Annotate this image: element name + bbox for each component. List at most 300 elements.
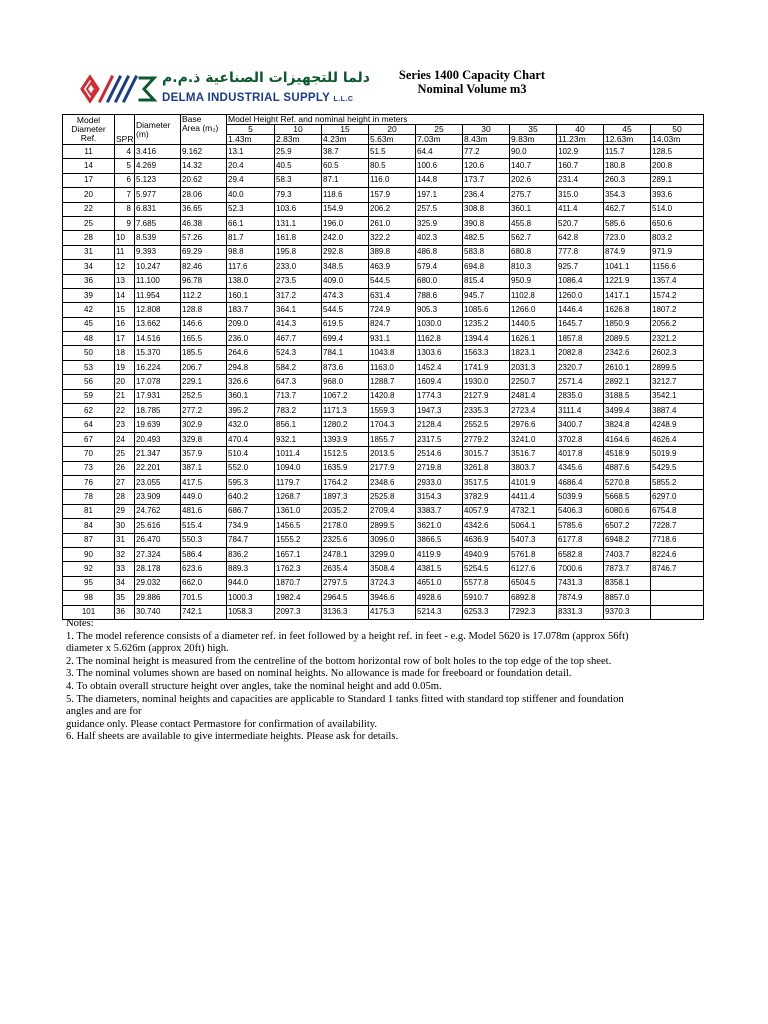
- cell-volume: 4636.9: [463, 533, 510, 547]
- cell-volume: 3782.9: [463, 490, 510, 504]
- header-diameter-line2: (m): [136, 128, 149, 139]
- cell-volume: 1645.7: [557, 317, 604, 331]
- cell-volume: 2320.7: [557, 360, 604, 374]
- cell-volume: 389.8: [369, 245, 416, 259]
- cell-volume: 102.9: [557, 145, 604, 159]
- cell-spr: 7: [115, 188, 135, 202]
- cell-volume: 514.0: [651, 202, 704, 216]
- table-row: [63, 432, 704, 446]
- cell-diameter: 23.055: [135, 475, 181, 489]
- company-english-name: [162, 92, 353, 104]
- cell-diameter: 8.539: [135, 231, 181, 245]
- cell-base-area: 206.7: [181, 360, 227, 374]
- note-line: diameter x 5.626m (approx 20ft) high.: [66, 643, 229, 655]
- cell-base-area: 96.78: [181, 274, 227, 288]
- cell-volume: 326.6: [227, 375, 275, 389]
- cell-diameter: 9.393: [135, 245, 181, 259]
- cell-volume: 2127.9: [463, 389, 510, 403]
- cell-diameter: 5.977: [135, 188, 181, 202]
- cell-volume: 2342.6: [604, 346, 651, 360]
- cell-diameter: 18.785: [135, 404, 181, 418]
- cell-diameter: 16.224: [135, 360, 181, 374]
- cell-volume: 1067.2: [322, 389, 369, 403]
- note-line: 4. To obtain overall structure height over angles, take the nominal height and add 0.05m.: [66, 680, 442, 692]
- cell-spr: 5: [115, 159, 135, 173]
- cell-model-ref: 101: [63, 605, 115, 619]
- table-row: [63, 202, 704, 216]
- cell-volume: 4017.8: [557, 447, 604, 461]
- cell-model-ref: 64: [63, 418, 115, 432]
- cell-volume: 2719.8: [416, 461, 463, 475]
- note-line: 3. The nominal volumes shown are based on nominal heights. No allowance is made for freeboard or foundation detail.: [66, 668, 572, 680]
- cell-volume: 2964.5: [322, 591, 369, 605]
- cell-volume: [651, 576, 704, 590]
- cell-volume: 462.7: [604, 202, 651, 216]
- cell-volume: 944.0: [227, 576, 275, 590]
- table-row: [63, 274, 704, 288]
- cell-volume: 6582.8: [557, 547, 604, 561]
- cell-base-area: 357.9: [181, 447, 227, 461]
- cell-volume: 131.1: [275, 216, 322, 230]
- cell-volume: 160.7: [557, 159, 604, 173]
- table-row: [63, 547, 704, 561]
- cell-volume: 810.3: [510, 260, 557, 274]
- cell-volume: 1657.1: [275, 547, 322, 561]
- table-row: [63, 461, 704, 475]
- cell-volume: 1626.1: [510, 332, 557, 346]
- cell-volume: 1982.4: [275, 591, 322, 605]
- cell-volume: 455.8: [510, 216, 557, 230]
- cell-base-area: 623.6: [181, 562, 227, 576]
- header-model-line3: Ref.: [80, 133, 97, 143]
- cell-volume: 2335.3: [463, 404, 510, 418]
- cell-spr: 25: [115, 447, 135, 461]
- cell-spr: 26: [115, 461, 135, 475]
- cell-diameter: 12.808: [135, 303, 181, 317]
- cell-model-ref: 87: [63, 533, 115, 547]
- cell-volume: 100.6: [416, 159, 463, 173]
- header-height-m: 2.83m: [275, 135, 322, 145]
- cell-base-area: 146.6: [181, 317, 227, 331]
- cell-model-ref: 67: [63, 432, 115, 446]
- cell-volume: 2325.6: [322, 533, 369, 547]
- cell-volume: 242.0: [322, 231, 369, 245]
- note-line: angles and are for: [66, 706, 142, 718]
- cell-base-area: 252.5: [181, 389, 227, 403]
- cell-diameter: 26.470: [135, 533, 181, 547]
- cell-volume: 2779.2: [463, 432, 510, 446]
- cell-volume: 13.1: [227, 145, 275, 159]
- cell-volume: 6297.0: [651, 490, 704, 504]
- note-line: 6. Half sheets are available to give intermediate heights. Please ask for details.: [66, 731, 399, 743]
- cell-model-ref: 56: [63, 375, 115, 389]
- cell-volume: 1897.3: [322, 490, 369, 504]
- table-row: [63, 591, 704, 605]
- cell-volume: 1626.8: [604, 303, 651, 317]
- cell-spr: 15: [115, 303, 135, 317]
- cell-volume: 1857.8: [557, 332, 604, 346]
- cell-volume: 2635.4: [322, 562, 369, 576]
- cell-volume: 2552.5: [463, 418, 510, 432]
- cell-volume: 836.2: [227, 547, 275, 561]
- cell-volume: 325.9: [416, 216, 463, 230]
- cell-volume: 7228.7: [651, 519, 704, 533]
- cell-volume: 694.8: [463, 260, 510, 274]
- cell-volume: 544.5: [322, 303, 369, 317]
- cell-model-ref: 45: [63, 317, 115, 331]
- cell-volume: 971.9: [651, 245, 704, 259]
- cell-volume: 1807.2: [651, 303, 704, 317]
- cell-spr: 36: [115, 605, 135, 619]
- table-row: [63, 231, 704, 245]
- cell-model-ref: 76: [63, 475, 115, 489]
- cell-model-ref: 73: [63, 461, 115, 475]
- header-height-m: 7.03m: [416, 135, 463, 145]
- cell-base-area: 701.5: [181, 591, 227, 605]
- cell-volume: 2177.9: [369, 461, 416, 475]
- cell-volume: 103.6: [275, 202, 322, 216]
- cell-diameter: 22.201: [135, 461, 181, 475]
- header-spr: [115, 115, 135, 145]
- cell-volume: 585.6: [604, 216, 651, 230]
- cell-volume: 80.5: [369, 159, 416, 173]
- company-english-name-text: DELMA INDUSTRIAL SUPPLY: [162, 92, 330, 104]
- cell-volume: 463.9: [369, 260, 416, 274]
- cell-volume: 161.8: [275, 231, 322, 245]
- cell-volume: 562.7: [510, 231, 557, 245]
- cell-volume: 197.1: [416, 188, 463, 202]
- cell-volume: 4887.6: [604, 461, 651, 475]
- delma-logo-mark-icon: [78, 72, 160, 106]
- cell-volume: 4411.4: [510, 490, 557, 504]
- cell-volume: 140.7: [510, 159, 557, 173]
- cell-volume: 1394.4: [463, 332, 510, 346]
- cell-volume: 6127.6: [510, 562, 557, 576]
- cell-volume: 3508.4: [369, 562, 416, 576]
- cell-volume: 4381.5: [416, 562, 463, 576]
- header-row-1: [63, 115, 704, 125]
- cell-volume: 1102.8: [510, 288, 557, 302]
- note-line: 2. The nominal height is measured from the centreline of the bottom horizontal row of bolt holes to the top edge of the top sheet.: [66, 655, 612, 667]
- cell-volume: 98.8: [227, 245, 275, 259]
- cell-volume: 4732.1: [510, 504, 557, 518]
- cell-volume: 856.1: [275, 418, 322, 432]
- cell-volume: 3241.0: [510, 432, 557, 446]
- cell-volume: 317.2: [275, 288, 322, 302]
- cell-volume: 360.1: [510, 202, 557, 216]
- header-height-ref: 30: [463, 125, 510, 135]
- cell-volume: 640.2: [227, 490, 275, 504]
- cell-volume: 1452.4: [416, 360, 463, 374]
- cell-volume: 6177.8: [557, 533, 604, 547]
- cell-volume: 3866.5: [416, 533, 463, 547]
- cell-volume: 510.4: [227, 447, 275, 461]
- cell-volume: 889.3: [227, 562, 275, 576]
- cell-volume: 631.4: [369, 288, 416, 302]
- cell-volume: 275.7: [510, 188, 557, 202]
- cell-volume: 2056.2: [651, 317, 704, 331]
- cell-volume: 4175.3: [369, 605, 416, 619]
- cell-volume: 414.3: [275, 317, 322, 331]
- cell-volume: 932.1: [275, 432, 322, 446]
- cell-model-ref: 31: [63, 245, 115, 259]
- cell-volume: 1000.3: [227, 591, 275, 605]
- cell-volume: 2035.2: [322, 504, 369, 518]
- header-height-ref: 25: [416, 125, 463, 135]
- cell-volume: 138.0: [227, 274, 275, 288]
- cell-volume: 1221.9: [604, 274, 651, 288]
- cell-volume: 1162.8: [416, 332, 463, 346]
- cell-volume: 788.6: [416, 288, 463, 302]
- cell-volume: 1058.3: [227, 605, 275, 619]
- cell-volume: 1280.2: [322, 418, 369, 432]
- cell-volume: 520.7: [557, 216, 604, 230]
- cell-model-ref: 11: [63, 145, 115, 159]
- cell-volume: 803.2: [651, 231, 704, 245]
- cell-base-area: 515.4: [181, 519, 227, 533]
- table-row: [63, 303, 704, 317]
- cell-diameter: 14.516: [135, 332, 181, 346]
- cell-volume: 1704.3: [369, 418, 416, 432]
- header-model-line1: Model: [76, 115, 101, 125]
- cell-volume: 5019.9: [651, 447, 704, 461]
- table-row: [63, 475, 704, 489]
- cell-volume: 5668.5: [604, 490, 651, 504]
- header-height-m: 12.63m: [604, 135, 651, 145]
- cell-volume: 8358.1: [604, 576, 651, 590]
- cell-volume: 815.4: [463, 274, 510, 288]
- cell-base-area: 82.46: [181, 260, 227, 274]
- table-row: [63, 332, 704, 346]
- company-suffix: L.L.C: [333, 96, 354, 103]
- cell-volume: 3724.3: [369, 576, 416, 590]
- cell-volume: 2317.5: [416, 432, 463, 446]
- cell-volume: 29.4: [227, 173, 275, 187]
- table-row: [63, 504, 704, 518]
- cell-volume: 118.6: [322, 188, 369, 202]
- cell-diameter: 29.032: [135, 576, 181, 590]
- cell-volume: 5429.5: [651, 461, 704, 475]
- cell-model-ref: 48: [63, 332, 115, 346]
- company-logo: [78, 70, 370, 110]
- cell-spr: 8: [115, 202, 135, 216]
- cell-spr: 17: [115, 332, 135, 346]
- cell-base-area: 302.9: [181, 418, 227, 432]
- cell-volume: 6507.2: [604, 519, 651, 533]
- cell-spr: 31: [115, 533, 135, 547]
- cell-volume: 354.3: [604, 188, 651, 202]
- cell-volume: 1357.4: [651, 274, 704, 288]
- cell-volume: 2481.4: [510, 389, 557, 403]
- cell-spr: 30: [115, 519, 135, 533]
- cell-volume: 3542.1: [651, 389, 704, 403]
- cell-model-ref: 28: [63, 231, 115, 245]
- cell-diameter: 17.931: [135, 389, 181, 403]
- cell-volume: 4518.9: [604, 447, 651, 461]
- cell-volume: 5761.8: [510, 547, 557, 561]
- cell-volume: 8857.0: [604, 591, 651, 605]
- cell-spr: 23: [115, 418, 135, 432]
- cell-spr: 35: [115, 591, 135, 605]
- cell-volume: 117.6: [227, 260, 275, 274]
- cell-volume: 393.6: [651, 188, 704, 202]
- cell-volume: 51.5: [369, 145, 416, 159]
- notes-lines: [66, 631, 706, 744]
- company-arabic-name: دلما للتجهيزات الصناعية ذ.م.م: [162, 70, 370, 86]
- cell-volume: 783.2: [275, 404, 322, 418]
- cell-diameter: 7.685: [135, 216, 181, 230]
- cell-volume: 6754.8: [651, 504, 704, 518]
- cell-diameter: 11.954: [135, 288, 181, 302]
- cell-volume: 2031.3: [510, 360, 557, 374]
- cell-volume: 52.3: [227, 202, 275, 216]
- cell-base-area: 9.162: [181, 145, 227, 159]
- cell-model-ref: 20: [63, 188, 115, 202]
- table-row: [63, 389, 704, 403]
- header-height-m: 1.43m: [227, 135, 275, 145]
- header-height-m: 14.03m: [651, 135, 704, 145]
- cell-volume: 364.1: [275, 303, 322, 317]
- cell-volume: 945.7: [463, 288, 510, 302]
- header-height-ref: 40: [557, 125, 604, 135]
- cell-volume: 4119.9: [416, 547, 463, 561]
- cell-volume: 9370.3: [604, 605, 651, 619]
- table-row: [63, 576, 704, 590]
- cell-volume: 8746.7: [651, 562, 704, 576]
- cell-volume: 128.5: [651, 145, 704, 159]
- cell-volume: 2250.7: [510, 375, 557, 389]
- cell-volume: 650.6: [651, 216, 704, 230]
- cell-volume: 2709.4: [369, 504, 416, 518]
- cell-volume: 1260.0: [557, 288, 604, 302]
- cell-spr: 4: [115, 145, 135, 159]
- cell-spr: 16: [115, 317, 135, 331]
- cell-volume: 4342.6: [463, 519, 510, 533]
- cell-volume: 5064.1: [510, 519, 557, 533]
- cell-volume: 1870.7: [275, 576, 322, 590]
- cell-volume: 25.9: [275, 145, 322, 159]
- cell-volume: 784.7: [227, 533, 275, 547]
- notes-heading: Notes:: [66, 618, 94, 629]
- cell-volume: 2089.5: [604, 332, 651, 346]
- cell-base-area: 229.1: [181, 375, 227, 389]
- cell-volume: 411.4: [557, 202, 604, 216]
- cell-volume: 486.8: [416, 245, 463, 259]
- cell-volume: 231.4: [557, 173, 604, 187]
- cell-base-area: 662.0: [181, 576, 227, 590]
- cell-spr: 34: [115, 576, 135, 590]
- cell-base-area: 36.65: [181, 202, 227, 216]
- cell-spr: 33: [115, 562, 135, 576]
- cell-diameter: 13.662: [135, 317, 181, 331]
- cell-volume: 195.8: [275, 245, 322, 259]
- cell-volume: 950.9: [510, 274, 557, 288]
- cell-diameter: 20.493: [135, 432, 181, 446]
- cell-volume: 8331.3: [557, 605, 604, 619]
- cell-volume: 236.0: [227, 332, 275, 346]
- cell-base-area: 449.0: [181, 490, 227, 504]
- cell-volume: 1823.1: [510, 346, 557, 360]
- cell-model-ref: 22: [63, 202, 115, 216]
- cell-volume: 3887.4: [651, 404, 704, 418]
- cell-volume: 3154.3: [416, 490, 463, 504]
- cell-volume: 1774.3: [416, 389, 463, 403]
- table-row: [63, 260, 704, 274]
- header-diameter-line1: Diameter: [136, 119, 171, 130]
- cell-volume: 734.9: [227, 519, 275, 533]
- title-line-1: Series 1400 Capacity Chart: [398, 68, 546, 82]
- cell-diameter: 21.347: [135, 447, 181, 461]
- cell-volume: 680.0: [416, 274, 463, 288]
- cell-volume: 2013.5: [369, 447, 416, 461]
- table-row: [63, 490, 704, 504]
- cell-volume: 1574.2: [651, 288, 704, 302]
- cell-base-area: 112.2: [181, 288, 227, 302]
- cell-volume: 1635.9: [322, 461, 369, 475]
- cell-model-ref: 78: [63, 490, 115, 504]
- cell-volume: 348.5: [322, 260, 369, 274]
- cell-volume: 1850.9: [604, 317, 651, 331]
- header-diameter: [135, 115, 181, 145]
- cell-model-ref: 90: [63, 547, 115, 561]
- cell-volume: 1011.4: [275, 447, 322, 461]
- cell-diameter: 19.639: [135, 418, 181, 432]
- cell-diameter: 11.100: [135, 274, 181, 288]
- cell-volume: 4345.6: [557, 461, 604, 475]
- table-row: [63, 360, 704, 374]
- cell-volume: 467.7: [275, 332, 322, 346]
- cell-volume: 7874.9: [557, 591, 604, 605]
- cell-volume: 3803.7: [510, 461, 557, 475]
- cell-volume: 583.8: [463, 245, 510, 259]
- cell-volume: 579.4: [416, 260, 463, 274]
- cell-model-ref: 34: [63, 260, 115, 274]
- cell-spr: 24: [115, 432, 135, 446]
- cell-volume: 723.0: [604, 231, 651, 245]
- header-base-area-line2: Area (m₂): [182, 123, 219, 133]
- cell-volume: 1179.7: [275, 475, 322, 489]
- cell-volume: 8224.6: [651, 547, 704, 561]
- cell-volume: 87.1: [322, 173, 369, 187]
- header-base-area-line1: Base: [182, 114, 202, 124]
- note-line: 5. The diameters, nominal heights and capacities are applicable to Standard 1 tanks fitted with standard top stiffener and foundation: [66, 693, 624, 705]
- cell-volume: 116.0: [369, 173, 416, 187]
- cell-volume: 474.3: [322, 288, 369, 302]
- cell-volume: 264.6: [227, 346, 275, 360]
- cell-volume: 724.9: [369, 303, 416, 317]
- cell-volume: 2723.4: [510, 404, 557, 418]
- table-row: [63, 317, 704, 331]
- header-spr-text: SPR: [116, 134, 134, 144]
- cell-volume: 261.0: [369, 216, 416, 230]
- cell-volume: 2797.5: [322, 576, 369, 590]
- cell-volume: 5039.9: [557, 490, 604, 504]
- cell-volume: 206.2: [369, 202, 416, 216]
- cell-volume: 1446.4: [557, 303, 604, 317]
- cell-volume: 1762.3: [275, 562, 322, 576]
- cell-model-ref: 98: [63, 591, 115, 605]
- table-row: [63, 346, 704, 360]
- cell-volume: 1156.6: [651, 260, 704, 274]
- cell-base-area: 586.4: [181, 547, 227, 561]
- cell-diameter: 28.178: [135, 562, 181, 576]
- cell-spr: 10: [115, 231, 135, 245]
- cell-volume: 686.7: [227, 504, 275, 518]
- cell-volume: 968.0: [322, 375, 369, 389]
- cell-volume: 273.5: [275, 274, 322, 288]
- cell-volume: 2610.1: [604, 360, 651, 374]
- cell-volume: 1361.0: [275, 504, 322, 518]
